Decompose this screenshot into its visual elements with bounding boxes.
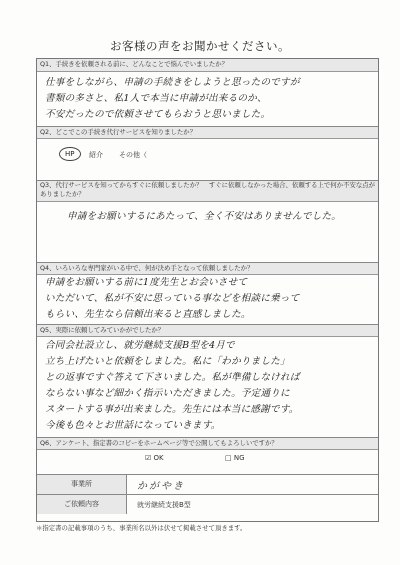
q5-answer-line: 合同会社設立し、就労継続支援B型を4月で [45,340,235,351]
checkbox-checked-icon: ☑ [145,454,152,462]
service-row [37,494,378,514]
q6-ok-label: OK [153,454,164,462]
office-label: 事業所 [37,475,127,494]
q6-question: Q6、アンケート、指定書のコピーをホームページ等で公開してもよろしいですか？ [37,437,378,450]
q4-answer [45,275,372,323]
q5-answer-line: ならない事など細かく指示いただきました。予定通りに [45,388,290,399]
q1-answer-line: 書類の多さと、私1人で本当に申請が出来るのか、 [45,93,267,104]
q1-answer [45,75,372,123]
q2-option-hp-circled: HP [59,147,81,161]
q3-answer-line: 申請をお願いするにあたって、全く不安はありませんでした。 [67,211,342,222]
q4-answer-line: いただいて、私が不安に思っている事などを相談に乗って [45,293,300,304]
footer-note: ＊指定書の記載事項のうち、事業所名以外は伏せて掲載させて頂きます。 [36,524,247,532]
office-row [37,474,378,494]
q6-ng-checkbox[interactable] [225,454,245,462]
q5-question: Q5、実際に依頼してみていかがでしたか？ [37,324,378,337]
q6-consent-row [37,450,378,474]
q5-answer-line: 立ち上げたいと依頼をしました。私に「わかりました」 [45,356,290,367]
q2-option-other: その他（ [119,151,147,159]
q2-question: Q2、どこでこの手続き代行サービスを知りましたか？ [37,126,378,139]
q5-answer-line: との返事ですぐ答えて下さいました。私が準備しなければ [45,372,300,383]
q4-question: Q4、いろいろな専門家がいる中で、何が決め手となって依頼しましたか？ [37,262,378,275]
q2-option-referral: 紹介 [89,151,103,159]
q1-question: Q1、手続きを依頼される前に、どんなことで悩んでいましたか？ [37,59,378,72]
checkbox-empty-icon: □ [225,454,232,462]
q3-question: Q3、代行サービスを知ってからすぐに依頼しましたか？ すぐに依頼しなかった場合、依頼する上で何か不安な点がありましたか？ [37,180,378,202]
q6-ng-label: NG [233,454,245,462]
q5-answer [45,338,372,434]
q5-answer-line: スタートする事が出来ました。先生には本当に感謝です。 [45,404,299,415]
office-value: かがやき [137,481,185,492]
q1-answer-line: 不安だったので依頼させてもらおうと思いました。 [45,109,271,120]
q6-ok-checkbox[interactable] [145,454,164,462]
q3-answer [67,209,372,225]
service-label: ご依頼内容 [37,495,127,514]
q4-answer-line: 申請をお願いする前に1度先生とお会いさせて [45,277,248,288]
service-value: 就労継続支援B型 [137,501,191,509]
survey-form [36,58,379,522]
q4-answer-line: もらい、先生なら信頼出来ると直感しました。 [45,309,251,320]
q5-answer-line: 今後も色々とお世話になっていきます。 [45,420,221,431]
q1-answer-line: 仕事をしながら、申請の手続きをしようと思ったのですが [45,77,300,88]
page-title: お客様の声をお聞かせください。 [110,39,290,53]
